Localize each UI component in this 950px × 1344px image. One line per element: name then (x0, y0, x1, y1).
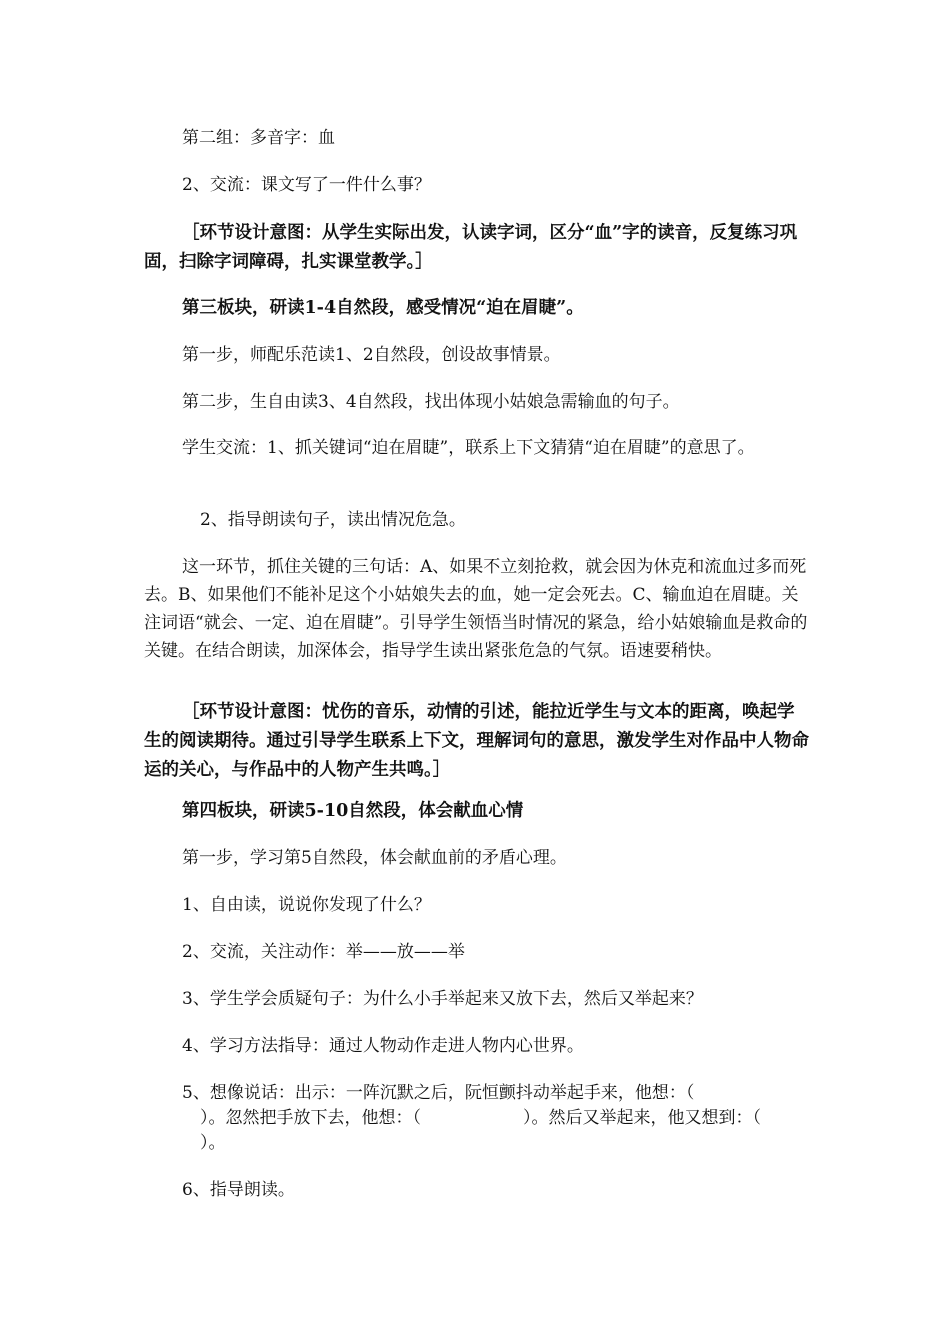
paragraph-exchange: 2、交流：课文写了一件什么事？ (182, 175, 431, 195)
list-item-imagine-line1: 5、想像说话：出示：一阵沉默之后，阮恒颤抖动举起手来，他想：（ (182, 1083, 695, 1103)
list-item-free-read: 1、自由读，说说你发现了什么？ (182, 895, 431, 915)
paragraph-student-exchange: 学生交流：1、抓关键词“迫在眉睫”，联系上下文猜猜“迫在眉睫”的意思了。 (182, 438, 755, 458)
section-heading-4: 第四板块，研读5-10自然段，体会献血心情 (182, 801, 524, 821)
paragraph-step2: 第二步，生自由读3、4自然段，找出体现小姑娘急需输血的句子。 (182, 392, 680, 412)
list-item-imagine-line3: ）。 (200, 1133, 226, 1153)
paragraph-design-intent-1: ［环节设计意图：从学生实际出发，认读字词，区分“血”字的读音，反复练习巩固，扫除字词障碍，扎实课堂教学。］ (144, 223, 798, 272)
list-item-focus-action: 2、交流，关注动作：举——放——举 (182, 942, 465, 962)
section-heading-3: 第三板块，研读1-4自然段，感受情况“迫在眉睫”。 (182, 298, 584, 318)
paragraph-design-intent-2: ［环节设计意图：忧伤的音乐，动情的引述，能拉近学生与文本的距离，唤起学生的阅读期待。通过引导学生联系上下文，理解词句的意思，激发学生对作品中人物命运的关心，与作品中的人物产生共鸣。］ (144, 702, 809, 780)
list-item-method: 4、学习方法指导：通过人物动作走进人物内心世界。 (182, 1036, 584, 1056)
paragraph-group2: 第二组：多音字：血 (182, 128, 335, 148)
paragraph-step1: 第一步，师配乐范读1、2自然段，创设故事情景。 (182, 345, 561, 365)
paragraph-s4-step1: 第一步，学习第5自然段，体会献血前的矛盾心理。 (182, 848, 567, 868)
list-item-question: 3、学生学会质疑句子：为什么小手举起来又放下去，然后又举起来？ (182, 989, 703, 1009)
paragraph-segment: 这一环节，抓住关键的三句话：A、如果不立刻抢救，就会因为休克和流血过多而死去。B、如果他们不能补足这个小姑娘失去的血，她一定会死去。C、输血迫在眉睫。关注词语“就会、一定、迫在眉睫”。引导学生领悟当时情况的紧急，给小姑娘输血是救命的关键。在结合朗读，加深体会，指导学生读出紧张危急的气氛。语速要稍快。 (144, 557, 808, 661)
list-item-imagine-line2: ）。忽然把手放下去，他想：（ ）。然后又举起来，他又想到：（ (200, 1108, 761, 1128)
list-item-guide-read-2: 6、指导朗读。 (182, 1180, 295, 1200)
paragraph-guide-read: 2、指导朗读句子，读出情况危急。 (200, 510, 466, 530)
